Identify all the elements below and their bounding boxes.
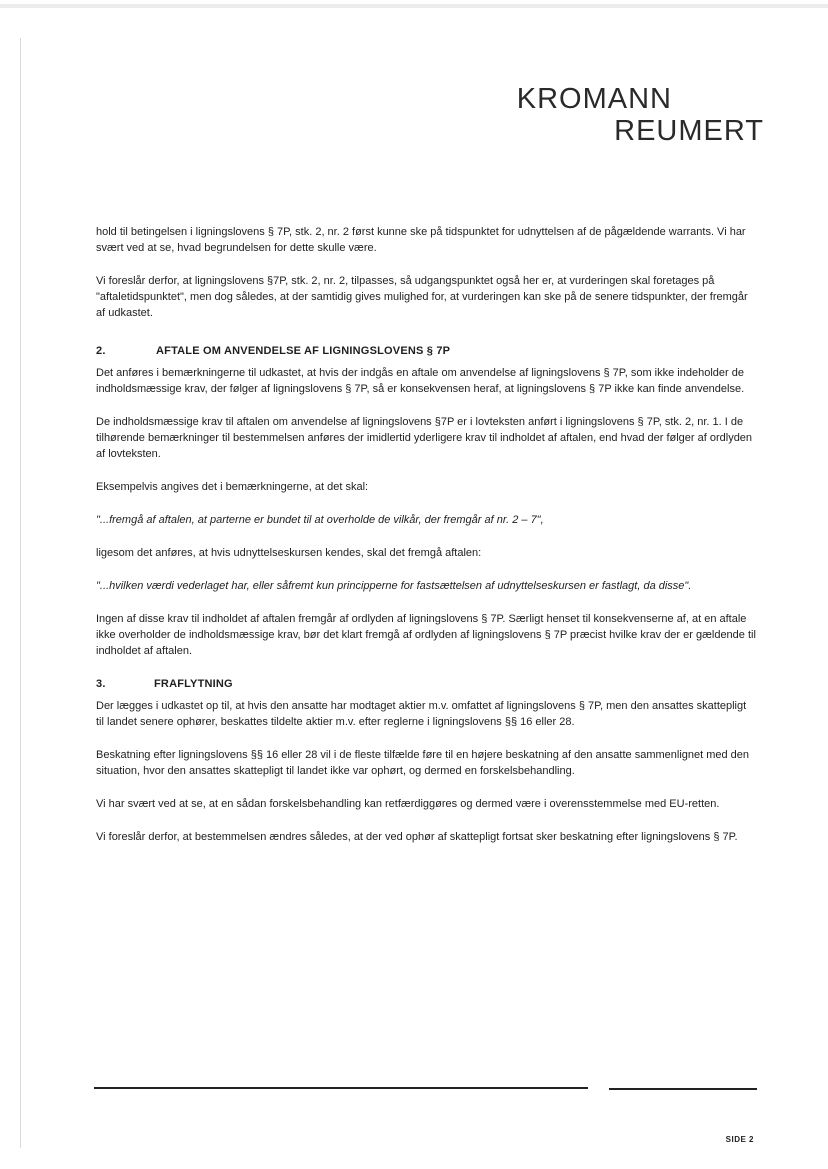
page-number: SIDE 2 xyxy=(725,1135,754,1144)
section-2-paragraph-1: Det anføres i bemærkningerne til udkastet, at hvis der indgås en aftale om anvendelse af ligningslovens § 7P, som ikke indeholder de indholdsmæssige krav, der følger af ligningslovens § 7P, så er konsekvensen heraf, at ligningslovens § 7P ikke kan finde anvendelse. xyxy=(96,367,745,395)
logo-line-1: KROMANN xyxy=(516,83,672,115)
document-body xyxy=(96,224,756,862)
section-3-paragraph-4: Vi foreslår derfor, at bestemmelsen ændres således, at der ved ophør af skattepligt fortsat sker beskatning efter ligningslovens § 7P. xyxy=(96,831,738,843)
section-2-title: AFTALE OM ANVENDELSE AF LIGNINGSLOVENS § 7P xyxy=(156,345,451,357)
section-2-quote-2: "...hvilken værdi vederlaget har, eller såfremt kun principperne for fastsættelsen af udnyttelseskursen er fastlagt, da disse". xyxy=(96,580,692,592)
logo-line-2: REUMERT xyxy=(614,115,764,147)
footer-rule-left xyxy=(94,1087,588,1089)
section-2-paragraph-5: Ingen af disse krav til indholdet af aftalen fremgår af ordlyden af ligningslovens § 7P. Særligt henset til konsekvenserne af, at en aftale ikke overholder de indholdsmæssige krav, bør det klart fremgå af ordlyden af ligningslovens § 7P præcist hvilke krav der er gældende til indholdet af aftalen. xyxy=(96,613,756,657)
section-3-title: FRAFLYTNING xyxy=(154,678,233,690)
paragraph-intro-2: Vi foreslår derfor, at ligningslovens §7P, stk. 2, nr. 2, tilpasses, så udgangspunktet også her er, at vurderingen skal foretages på "aftaletidspunktet", men dog således, at der samtidig gives mulighed for, at vurderingen kan ske på de senere tidspunkter, der fremgår af udkastet. xyxy=(96,275,748,319)
section-3-paragraph-2: Beskatning efter ligningslovens §§ 16 eller 28 vil i de fleste tilfælde føre til en højere beskatning af den ansatte sammenlignet med den situation, hvor den ansattes skattepligt til landet ikke var ophørt, og dermed en forskelsbehandling. xyxy=(96,749,750,777)
section-2-number: 2. xyxy=(96,345,106,357)
section-2-paragraph-4: ligesom det anføres, at hvis udnyttelseskursen kendes, skal det fremgå aftalen: xyxy=(96,547,482,559)
section-3-number: 3. xyxy=(96,678,106,690)
paragraph-intro-1: hold til betingelsen i ligningslovens § 7P, stk. 2, nr. 2 først kunne ske på tidspunktet for udnyttelsen af de pågældende warrants. Vi har svært ved at se, hvad begrundelsen for dette skulle være. xyxy=(96,226,746,254)
section-3-paragraph-1: Der lægges i udkastet op til, at hvis den ansatte har modtaget aktier m.v. omfattet af ligningslovens § 7P, men den ansattes skattepligt til landet senere ophører, beskattes tildelte aktier m.v. efter reglerne i ligningslovens §§ 16 eller 28. xyxy=(96,700,747,728)
section-2-quote-1: "...fremgå af aftalen, at parterne er bundet til at overholde de vilkår, der fremgår af nr. 2 – 7", xyxy=(96,514,544,526)
company-logo xyxy=(517,83,764,147)
section-2-paragraph-3: Eksempelvis angives det i bemærkningerne, at det skal: xyxy=(96,481,369,493)
section-3-paragraph-3: Vi har svært ved at se, at en sådan forskelsbehandling kan retfærdiggøres og dermed være i overensstemmelse med EU-retten. xyxy=(96,798,720,810)
scan-left-edge xyxy=(20,38,21,1148)
section-2-paragraph-2: De indholdsmæssige krav til aftalen om anvendelse af ligningslovens §7P er i lovteksten anført i ligningslovens § 7P, stk. 2, nr. 1. I de tilhørende bemærkninger til bestemmelsen anføres der imidlertid yderligere krav til indholdet af aftalen, end hvad der følger af ordlyden af lovteksten. xyxy=(96,416,753,460)
footer-rule-right xyxy=(609,1088,757,1090)
scan-top-edge xyxy=(0,4,828,8)
section-2-heading xyxy=(96,343,756,359)
section-3-heading xyxy=(96,676,756,692)
